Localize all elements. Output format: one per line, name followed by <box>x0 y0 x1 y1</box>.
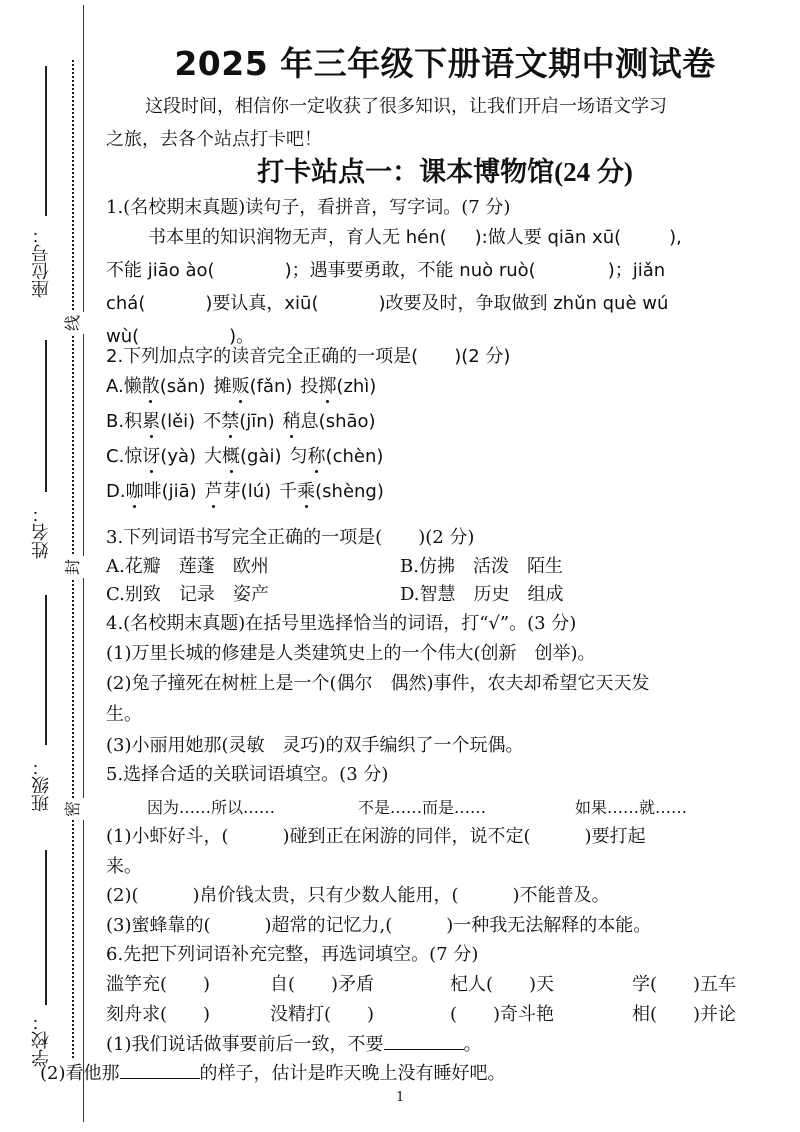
q4-item-2[interactable]: (2)兔子撞死在树桩上是一个(偶尔 偶然)事件，农夫却希望它天天发 <box>106 673 650 694</box>
q6-idiom[interactable]: 杞人( )天 <box>450 974 555 995</box>
q5-item-2[interactable]: (2)( )帛价钱太贵，只有少数人能用，( )不能普及。 <box>106 885 610 906</box>
q2-word <box>204 446 282 467</box>
character: 惊 <box>124 446 143 467</box>
dotted-character: 掷 <box>318 372 336 398</box>
q2-option-row[interactable] <box>106 407 384 433</box>
page-number: 1 <box>396 1090 405 1105</box>
q3-option-a[interactable]: A.花瓣 莲蓬 欧州 <box>106 556 269 577</box>
q3-stem: 3.下列词语书写完全正确的一项是( )(2 分) <box>106 527 475 548</box>
q4-item-3[interactable]: (3)小丽用她那(灵敏 灵巧)的双手编织了一个玩偶。 <box>106 735 524 756</box>
pinyin: (shèng) <box>315 481 384 502</box>
dotted-character: 概 <box>222 442 240 468</box>
q1-text: wù( <box>106 326 140 347</box>
pinyin: (lú) <box>240 481 272 502</box>
q2-option-row[interactable] <box>106 442 391 468</box>
character: 匀 <box>289 446 308 467</box>
q1-text: 不能 jiāo ào( <box>106 260 215 281</box>
seat-number-label: 座位号： <box>31 226 52 298</box>
q2-word <box>205 481 271 502</box>
seal-char-secret: 密 <box>62 798 84 820</box>
dotted-character: 散 <box>142 372 160 398</box>
q2-option-row[interactable] <box>106 372 384 398</box>
name-label: 姓名： <box>31 505 52 559</box>
q2-word <box>124 376 206 397</box>
dotted-character: 乘 <box>297 477 315 503</box>
dotted-character: 贩 <box>232 372 250 398</box>
q1-line-3 <box>106 289 668 315</box>
q5-choice-1: 因为……所以…… <box>147 798 276 817</box>
q6-fill-text: 。 <box>463 1034 482 1055</box>
q5-item-1[interactable]: (1)小虾好斗，( )碰到正在闲游的同伴，说不定( )要打起 <box>106 826 646 847</box>
q6-fill-2 <box>40 1059 506 1085</box>
pinyin: (sǎn) <box>159 376 206 397</box>
character: 摊 <box>213 376 232 397</box>
q1-text: ), <box>669 227 682 248</box>
character: 芽 <box>222 481 241 502</box>
q2-word <box>300 376 376 397</box>
pinyin: (zhì) <box>336 376 377 397</box>
class-write-line[interactable] <box>45 595 47 745</box>
q5-choice-2: 不是……而是…… <box>358 798 487 817</box>
q2-word <box>283 411 376 432</box>
character: 息 <box>300 411 319 432</box>
pinyin: (gài) <box>240 446 282 467</box>
q6-fill-1-blank[interactable] <box>384 1031 464 1050</box>
q6-idiom[interactable]: 相( )并论 <box>632 1004 737 1025</box>
q2-stem: 2.下列加点字的读音完全正确的一项是( )(2 分) <box>106 346 511 367</box>
dotted-character: 芦 <box>205 477 223 503</box>
character: 啡 <box>143 481 162 502</box>
q1-text: )要认真，xiū( <box>205 293 319 314</box>
q6-fill-text: 的样子，估计是昨天晚上没有睡好吧。 <box>199 1063 506 1084</box>
q2-option-letter: C. <box>106 446 125 467</box>
pinyin: (jiā) <box>161 481 197 502</box>
q2-option-row[interactable] <box>106 477 392 503</box>
q6-idiom[interactable]: 没精打( ) <box>270 1004 375 1025</box>
q4-item-2-cont: 生。 <box>106 704 142 725</box>
character: 不 <box>203 411 222 432</box>
character: 大 <box>204 446 223 467</box>
dotted-character: 讶 <box>142 442 160 468</box>
q6-idiom[interactable]: 刻舟求( ) <box>106 1004 211 1025</box>
q2-word <box>126 481 197 502</box>
q2-word <box>124 446 196 467</box>
q1-text: 书本里的知识润物无声，育人无 hén( <box>148 227 447 248</box>
section-title: 打卡站点一：课本博物馆(24 分) <box>257 157 633 187</box>
seal-char-line: 线 <box>62 312 84 334</box>
character: 千 <box>279 481 298 502</box>
q1-line-2 <box>106 256 665 282</box>
q3-option-d[interactable]: D.智慧 历史 组成 <box>400 584 564 605</box>
character: 投 <box>300 376 319 397</box>
q2-word <box>203 411 274 432</box>
q6-fill-text: (2)看他那 <box>40 1063 120 1084</box>
intro-line-1: 这段时间，相信你一定收获了很多知识，让我们开启一场语文学习 <box>145 96 667 117</box>
q6-fill-1 <box>106 1030 482 1056</box>
pinyin: (shāo) <box>318 411 376 432</box>
character: 积 <box>124 411 143 432</box>
pinyin: (jīn) <box>239 411 275 432</box>
q6-fill-text: (1)我们说话做事要前后一致，不要 <box>106 1034 384 1055</box>
q1-text: )。 <box>229 326 255 347</box>
q6-idiom[interactable]: 滥竽充( ) <box>106 974 211 995</box>
q1-stem: 1.(名校期末真题)读句子，看拼音，写字词。(7 分) <box>106 197 511 218</box>
q1-text: )；遇事要勇敢，不能 nuò ruò( <box>284 260 536 281</box>
dotted-character: 稍 <box>283 407 301 433</box>
pinyin: (fǎn) <box>249 376 293 397</box>
q6-idiom[interactable]: 学( )五车 <box>632 974 737 995</box>
dotted-character: 称 <box>308 442 326 468</box>
school-label: 学校： <box>31 1013 52 1067</box>
pinyin: (lěi) <box>160 411 196 432</box>
class-label: 班级： <box>31 758 52 812</box>
q2-word <box>124 411 195 432</box>
q3-option-c[interactable]: C.别致 记录 姿产 <box>106 584 269 605</box>
character: 懒 <box>123 376 142 397</box>
q6-fill-2-blank[interactable] <box>120 1060 200 1079</box>
q2-option-letter: A. <box>106 376 124 397</box>
q6-idiom[interactable]: 自( )矛盾 <box>270 974 375 995</box>
q6-stem: 6.先把下列词语补充完整，再选词填空。(7 分) <box>106 944 479 965</box>
q2-word <box>214 376 293 397</box>
seal-char-seal: 封 <box>62 556 84 578</box>
pinyin: (chèn) <box>325 446 384 467</box>
name-write-line[interactable] <box>45 340 47 492</box>
q1-text: )改要及时，争取做到 zhǔn què wú <box>378 293 669 314</box>
q5-stem: 5.选择合适的关联词语填空。(3 分) <box>106 764 389 785</box>
dotted-character: 累 <box>142 407 160 433</box>
q1-text: chá( <box>106 293 146 314</box>
seat-number-write-line[interactable] <box>45 66 47 216</box>
q5-choice-3: 如果……就…… <box>575 798 688 817</box>
dotted-character: 咖 <box>126 477 144 503</box>
q6-idiom[interactable]: ( )奇斗艳 <box>450 1004 555 1025</box>
exam-title: 2025 年三年级下册语文期中测试卷 <box>174 44 716 83</box>
q1-line-1 <box>148 223 682 249</box>
school-write-line[interactable] <box>45 850 47 1005</box>
q2-word <box>290 446 384 467</box>
q5-item-1-cont: 来。 <box>106 856 142 877</box>
q1-text: )；jiǎn <box>607 260 666 281</box>
q1-text: ):做人要 qiān xū( <box>474 227 622 248</box>
q4-stem: 4.(名校期末真题)在括号里选择恰当的词语，打“√”。(3 分) <box>106 613 577 634</box>
q3-option-b[interactable]: B.仿拂 活泼 陌生 <box>400 556 563 577</box>
q2-word <box>279 481 384 502</box>
pinyin: (yà) <box>160 446 197 467</box>
q2-option-letter: D. <box>106 481 126 502</box>
q5-item-3[interactable]: (3)蜜蜂靠的( )超常的记忆力,( )一种我无法解释的本能。 <box>106 915 652 936</box>
q4-item-1[interactable]: (1)万里长城的修建是人类建筑史上的一个伟大(创新 创举)。 <box>106 643 596 664</box>
dotted-character: 禁 <box>221 407 239 433</box>
intro-line-2: 之旅，去各个站点打卡吧！ <box>106 129 322 150</box>
q2-option-letter: B. <box>106 411 125 432</box>
